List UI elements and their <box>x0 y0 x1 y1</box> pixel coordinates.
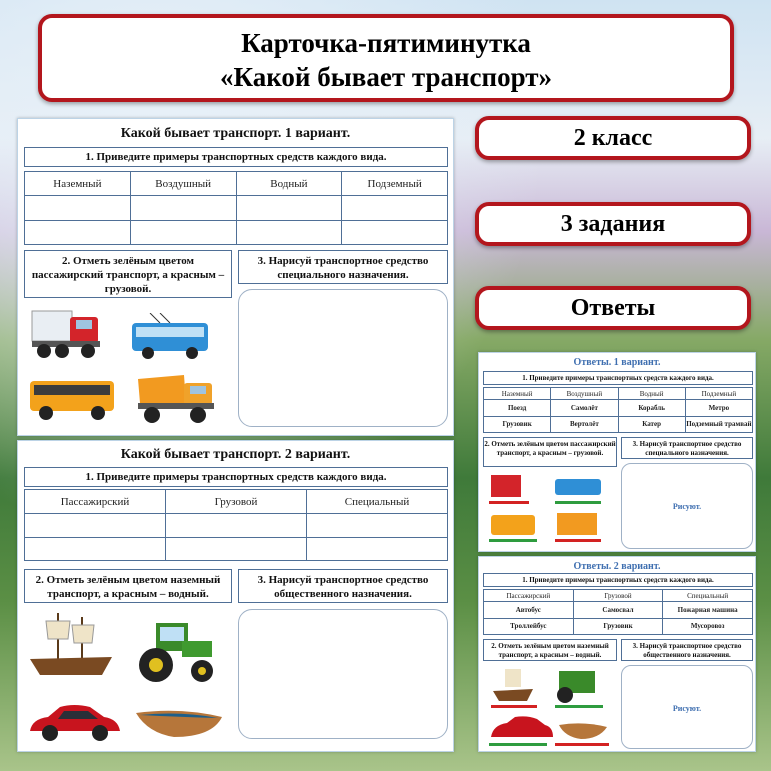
variant1-task3 <box>238 250 448 284</box>
green-mark <box>555 501 601 504</box>
answer-cell: Поезд <box>484 400 551 417</box>
title-line-2: «Какой бывает транспорт» <box>219 62 552 92</box>
answer-cell: Корабль <box>618 400 685 417</box>
answers1-col-1: Воздушный <box>551 388 618 400</box>
answers2-title: Ответы. 2 вариант. <box>573 561 661 572</box>
variant1-col-1: Воздушный <box>130 172 236 196</box>
variant2-sheet <box>17 440 454 752</box>
table-cell[interactable] <box>166 537 307 561</box>
variant1-col-2: Водный <box>236 172 342 196</box>
answer-cell: Пожарная машина <box>663 602 753 619</box>
variant2-task3 <box>238 569 448 603</box>
red-car-picture[interactable] <box>26 697 122 747</box>
variant1-col-3: Подземный <box>342 172 448 196</box>
variant1-task2-text: 2. Отметь зелёным цветом пассажирский транспорт, а красным – грузовой. <box>31 255 225 295</box>
answer-cell: Подземный трамвай <box>685 416 752 433</box>
variant1-task1 <box>24 147 448 167</box>
grade-banner: 2 класс <box>475 116 751 160</box>
table-cell[interactable] <box>25 196 131 221</box>
table-cell[interactable] <box>25 220 131 245</box>
table-cell[interactable] <box>130 220 236 245</box>
answers1-col-0: Наземный <box>484 388 551 400</box>
variant2-drawing-area[interactable] <box>238 609 448 739</box>
variant1-title: Какой бывает транспорт. 1 вариант. <box>120 126 351 141</box>
table-cell[interactable] <box>307 537 448 561</box>
table-cell[interactable] <box>236 196 342 221</box>
answer-cell: Катер <box>618 416 685 433</box>
answers1-sheet <box>478 352 756 552</box>
answers-banner: Ответы <box>475 286 751 330</box>
variant1-task3-text: 3. Нарисуй транспортное средство специального назначения. <box>257 255 429 281</box>
mini-sail <box>505 669 521 687</box>
answers1-table <box>483 387 753 433</box>
table-cell[interactable] <box>236 220 342 245</box>
mini-dump-truck <box>557 513 597 535</box>
variant1-task1-text: 1. Приведите примеры транспортных средств каждого вида. <box>85 151 387 163</box>
table-cell[interactable] <box>342 220 448 245</box>
answers1-task1 <box>483 371 753 385</box>
answers2-task3 <box>621 639 753 661</box>
answers2-draw-note: Рисуют. <box>672 704 702 713</box>
mini-car <box>491 716 553 737</box>
red-mark <box>491 705 537 708</box>
dump-truck-picture[interactable] <box>136 369 216 427</box>
answers2-table <box>483 589 753 635</box>
tractor-picture[interactable] <box>126 613 216 685</box>
answers2-pictures <box>487 665 617 751</box>
green-mark <box>489 743 547 746</box>
answers1-task2-text: 2. Отметь зелёным цветом пассажирский транспорт, а красным – грузовой. <box>484 440 616 457</box>
variant2-col-0: Пассажирский <box>25 490 166 514</box>
title-banner <box>38 14 734 102</box>
variant2-task2-text: 2. Отметь зелёным цветом наземный транспорт, а красным – водный. <box>35 574 221 600</box>
red-mark <box>555 743 609 746</box>
answers2-col-2: Специальный <box>663 590 753 602</box>
green-mark <box>555 705 603 708</box>
red-truck-picture[interactable] <box>30 305 104 361</box>
variant1-col-0: Наземный <box>25 172 131 196</box>
answer-cell: Грузовик <box>573 618 663 635</box>
answers1-title: Ответы. 1 вариант. <box>573 357 661 368</box>
variant2-task3-text: 3. Нарисуй транспортное средство общественного назначения. <box>257 574 429 600</box>
mini-trolleybus <box>555 479 601 495</box>
mini-bus <box>491 515 535 535</box>
answers2-col-0: Пассажирский <box>484 590 574 602</box>
rowing-boat-picture[interactable] <box>134 703 224 743</box>
answers1-drawing-area <box>621 463 753 549</box>
variant2-col-2: Специальный <box>307 490 448 514</box>
answers2-task3-text: 3. Нарисуй транспортное средство общественного назначения. <box>632 642 742 659</box>
table-cell[interactable] <box>25 537 166 561</box>
answers1-col-3: Подземный <box>685 388 752 400</box>
answer-cell: Самолёт <box>551 400 618 417</box>
answers1-draw-note: Рисуют. <box>672 502 702 511</box>
red-mark <box>555 539 601 542</box>
answer-cell: Троллейбус <box>484 618 574 635</box>
variant1-sheet <box>17 118 454 436</box>
sailing-ship-picture[interactable] <box>28 609 114 687</box>
answers2-task1 <box>483 573 753 587</box>
answers1-pictures <box>487 471 617 551</box>
answers2-task2 <box>483 639 617 661</box>
table-cell[interactable] <box>25 514 166 538</box>
answers2-col-1: Грузовой <box>573 590 663 602</box>
variant2-table <box>24 489 448 561</box>
answers2-task1-text: 1. Приведите примеры транспортных средств каждого вида. <box>522 576 714 584</box>
tasks-banner: 3 задания <box>475 202 751 246</box>
table-cell[interactable] <box>342 196 448 221</box>
variant1-drawing-area[interactable] <box>238 289 448 427</box>
variant1-task2 <box>24 250 232 298</box>
answer-cell: Метро <box>685 400 752 417</box>
answer-cell: Автобус <box>484 602 574 619</box>
title-line-1: Карточка-пятиминутка <box>241 28 531 58</box>
answer-cell: Грузовик <box>484 416 551 433</box>
answer-cell: Вертолёт <box>551 416 618 433</box>
variant2-task1-text: 1. Приведите примеры транспортных средств каждого вида. <box>85 471 387 483</box>
mini-red-truck <box>491 475 521 497</box>
answers1-task1-text: 1. Приведите примеры транспортных средств каждого вида. <box>522 374 714 382</box>
yellow-bus-picture[interactable] <box>28 371 118 425</box>
answers1-task3 <box>621 437 753 459</box>
green-mark <box>489 539 537 542</box>
mini-boat <box>559 723 607 739</box>
answers1-task3-text: 3. Нарисуй транспортное средство специального назначения. <box>632 440 742 457</box>
answers2-drawing-area <box>621 665 753 749</box>
table-cell[interactable] <box>307 514 448 538</box>
answers2-sheet <box>478 556 756 752</box>
answer-cell: Мусоровоз <box>663 618 753 635</box>
variant2-task1 <box>24 467 448 487</box>
variant2-title: Какой бывает транспорт. 2 вариант. <box>120 447 351 462</box>
red-mark <box>489 501 529 504</box>
table-cell[interactable] <box>166 514 307 538</box>
answer-cell: Самосвал <box>573 602 663 619</box>
table-cell[interactable] <box>130 196 236 221</box>
variant2-task2 <box>24 569 232 603</box>
answers1-task2 <box>483 437 617 467</box>
answers2-task2-text: 2. Отметь зелёным цветом наземный транспорт, а красным – водный. <box>491 642 609 659</box>
trolleybus-picture[interactable] <box>130 313 210 363</box>
answers1-col-2: Водный <box>618 388 685 400</box>
mini-ship <box>493 689 533 701</box>
variant1-table <box>24 171 448 245</box>
variant2-col-1: Грузовой <box>166 490 307 514</box>
